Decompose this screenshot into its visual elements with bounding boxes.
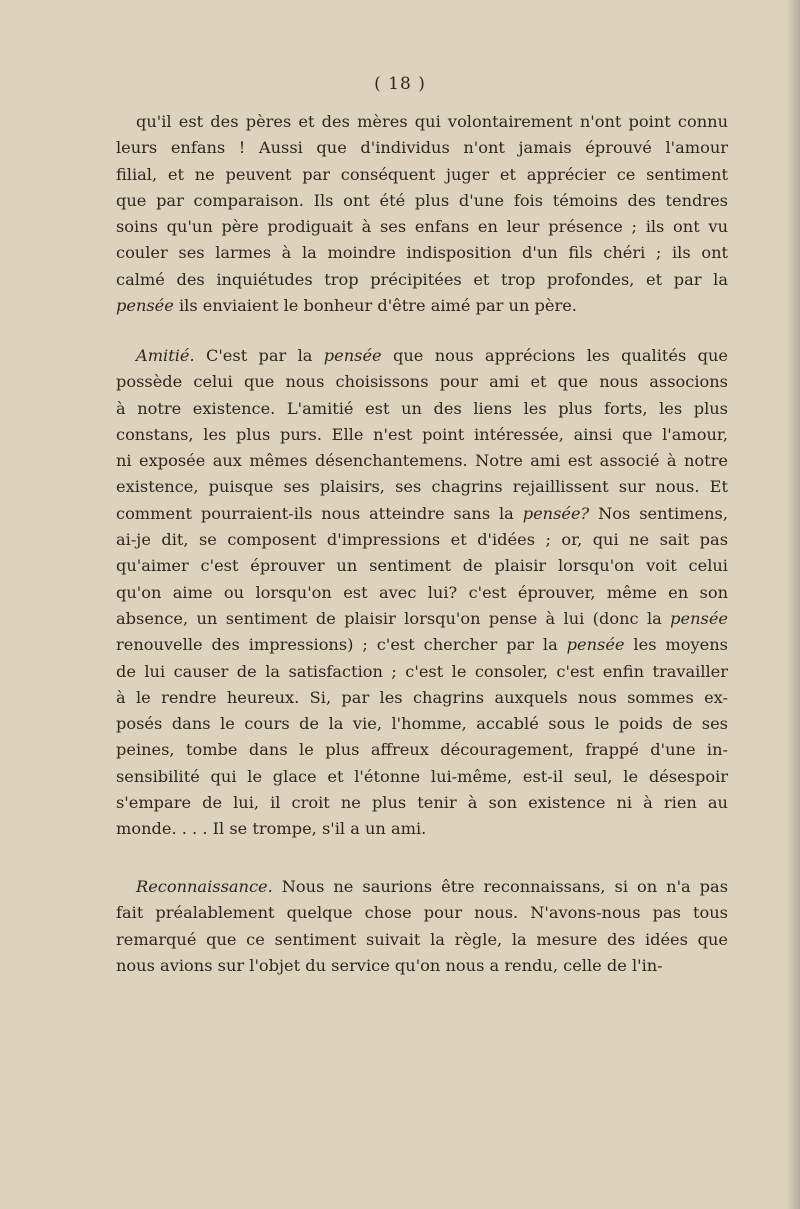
text-line <box>116 900 728 926</box>
text-line <box>116 162 728 188</box>
text-segment: filial, et ne peuvent par conséquent juger et apprécier ce sentiment <box>116 164 728 184</box>
paragraph-amitie <box>116 343 728 843</box>
text-line <box>116 474 728 500</box>
italic-term: pensée <box>566 635 625 655</box>
text-segment: possède celui que nous choisissons pour ami et que nous associons <box>116 372 728 392</box>
text-line <box>116 659 728 685</box>
text-line <box>116 109 728 135</box>
text-segment: fait préalablement quelque chose pour nous. N'avons-nous pas tous <box>116 903 728 923</box>
text-segment: nous avions sur l'objet du service qu'on nous a rendu, celle de l'in- <box>116 955 663 975</box>
paragraph-reconnaissance <box>116 874 728 979</box>
text-segment: remarqué que ce sentiment suivait la règle, la mesure des idées que <box>116 929 728 949</box>
italic-term: pensée? <box>522 503 590 523</box>
page-edge-shadow <box>786 0 800 1209</box>
paragraph-1 <box>116 109 728 319</box>
text-line <box>116 953 728 979</box>
text-line <box>116 369 728 395</box>
text-line <box>116 527 728 553</box>
text-line <box>116 580 728 606</box>
text-line <box>116 816 728 842</box>
text-line <box>116 764 728 790</box>
text-segment: peines, tombe dans le plus affreux découragement, frappé d'une in- <box>116 740 728 760</box>
italic-term: Reconnaissance. <box>136 877 273 896</box>
page-number: ( 18 ) <box>374 74 426 94</box>
text-segment: que nous apprécions les qualités que <box>381 346 728 365</box>
text-line <box>116 874 728 900</box>
text-segment: constans, les plus purs. Elle n'est point intéressée, ainsi que l'amour, <box>116 424 728 444</box>
text-line <box>116 448 728 474</box>
text-segment: posés dans le cours de la vie, l'homme, accablé sous le poids de ses <box>116 714 728 734</box>
italic-term: pensée <box>670 608 728 628</box>
text-segment: ai-je dit, se composent d'impressions et d'idées ; or, qui ne sait pas <box>116 530 728 550</box>
text-segment: Nous ne saurions être reconnaissans, si on n'a pas <box>272 877 728 896</box>
text-segment: que par comparaison. Ils ont été plus d'une fois témoins des tendres <box>116 190 728 210</box>
text-segment: renouvelle des impressions) ; c'est chercher par la <box>116 635 567 655</box>
text-line <box>116 396 728 422</box>
text-segment: comment pourraient-ils nous atteindre sans la <box>116 503 523 523</box>
text-line <box>116 293 728 319</box>
text-line <box>116 343 728 369</box>
text-line <box>116 606 728 632</box>
text-segment: à le rendre heureux. Si, par les chagrins auxquels nous sommes ex- <box>116 687 728 707</box>
text-segment: calmé des inquiétudes trop précipitées et trop profondes, et par la <box>116 269 728 289</box>
text-line <box>116 685 728 711</box>
text-line <box>116 188 728 214</box>
text-segment: C'est par la <box>194 346 324 365</box>
italic-term: pensée <box>116 296 174 316</box>
text-segment: sensibilité qui le glace et l'étonne lui-même, est-il seul, le désespoir <box>116 766 728 786</box>
text-segment: couler ses larmes à la moindre indisposition d'un fils chéri ; ils ont <box>116 243 728 263</box>
text-line <box>116 240 728 266</box>
italic-term: Amitié. <box>136 346 195 365</box>
text-segment: qu'il est des pères et des mères qui volontairement n'ont point connu <box>136 112 728 131</box>
text-line <box>116 711 728 737</box>
text-segment: monde. . . . Il se trompe, s'il a un ami. <box>116 819 427 839</box>
text-segment: soins qu'un père prodiguait à ses enfans en leur présence ; ils ont vu <box>116 217 728 237</box>
text-segment: existence, puisque ses plaisirs, ses chagrins rejaillissent sur nous. Et <box>116 477 728 497</box>
text-line <box>116 553 728 579</box>
text-line <box>116 632 728 658</box>
text-line <box>116 135 728 161</box>
text-line <box>116 790 728 816</box>
text-line <box>116 214 728 240</box>
text-segment: leurs enfans ! Aussi que d'individus n'ont jamais éprouvé l'amour <box>116 138 728 158</box>
text-segment: qu'on aime ou lorsqu'on est avec lui? c'est éprouver, même en son <box>116 582 728 602</box>
text-segment: qu'aimer c'est éprouver un sentiment de plaisir lorsqu'on voit celui <box>116 556 728 576</box>
text-segment: absence, un sentiment de plaisir lorsqu'on pense à lui (donc la <box>116 608 671 628</box>
text-segment: s'empare de lui, il croit ne plus tenir à son existence ni à rien au <box>116 793 728 813</box>
text-segment: ni exposée aux mêmes désenchantemens. Notre ami est associé à notre <box>116 451 728 471</box>
text-line <box>116 737 728 763</box>
text-line <box>116 267 728 293</box>
text-segment: les moyens <box>624 635 728 655</box>
text-segment: Nos sentimens, <box>589 503 728 523</box>
text-segment: ils enviaient le bonheur d'être aimé par un père. <box>173 296 577 316</box>
italic-term: pensée <box>323 346 382 365</box>
text-line <box>116 927 728 953</box>
text-segment: de lui causer de la satisfaction ; c'est le consoler, c'est enfin travailler <box>116 661 728 681</box>
text-line <box>116 501 728 527</box>
text-line <box>116 422 728 448</box>
text-segment: à notre existence. L'amitié est un des liens les plus forts, les plus <box>116 398 728 418</box>
